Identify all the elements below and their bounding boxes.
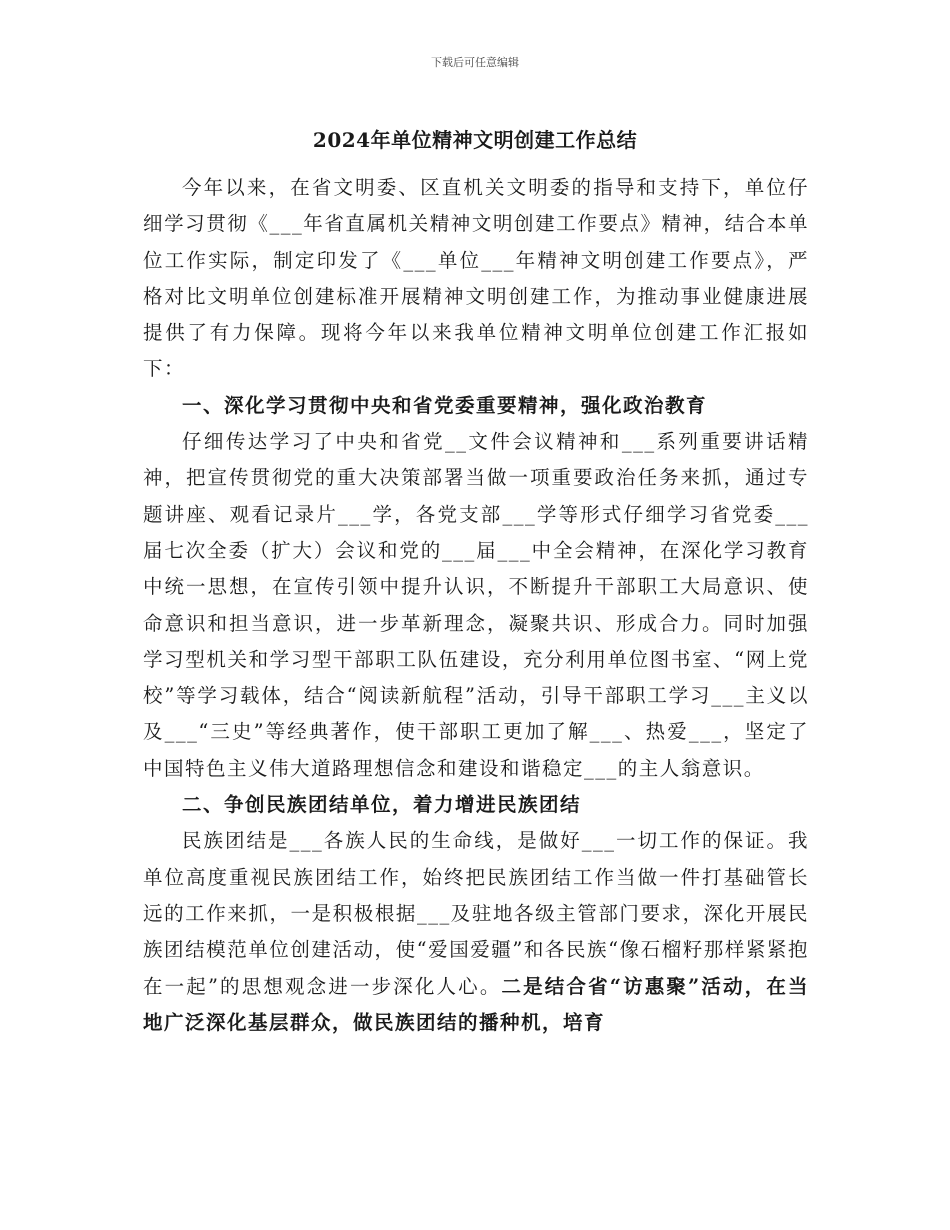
intro-paragraph: 今年以来，在省文明委、区直机关文明委的指导和支持下，单位仔细学习贯彻《___年省直属机关精神文明创建工作要点》精神，结合本单位工作实际，制定印发了《___单位___年精神文明创建工作要点》，严格对比文明单位创建标准开展精神文明创建工作，为推动事业健康进展提供了有力保障。现将今年以来我单位精神文明单位创建工作汇报如下： xyxy=(143,176,809,381)
section-2-paragraph xyxy=(143,823,809,1041)
header-note: 下载后可任意编辑 xyxy=(431,56,519,69)
document-title: 2024年单位精神文明创建工作总结 xyxy=(312,128,638,152)
section-2-heading: 二、争创民族团结单位，着力增进民族团结 xyxy=(182,793,582,817)
section-2-text: 民族团结是___各族人民的生命线，是做好___一切工作的保证。我单位高度重视民族团结工作，始终把民族团结工作当做一件打基础管长远的工作来抓，一是积极根据___及驻地各级主管部门要求，深化开展民族团结模范单位创建活动，使“爱国爱疆”和各民族“像石榴籽那样紧紧抱在一起”的思想观念进一步深化人心。 xyxy=(143,829,809,998)
document-body xyxy=(143,170,809,1041)
section-1-heading: 一、深化学习贯彻中央和省党委重要精神，强化政治教育 xyxy=(182,393,708,417)
section-2-bold-text: 二是结合省“访惠聚”活动，在当地广泛深化基层群众，做民族团结的播种机，培育 xyxy=(143,974,809,1034)
section-1-paragraph: 仔细传达学习了中央和省党__文件会议精神和___系列重要讲话精神，把宣传贯彻党的重大决策部署当做一项重要政治任务来抓，通过专题讲座、观看记录片___学，各党支部___学等形式仔细学习省党委___届七次全委（扩大）会议和党的___届___中全会精神，在深化学习教育中统一思想，在宣传引领中提升认识，不断提升干部职工大局意识、使命意识和担当意识，进一步革新理念，凝聚共识、形成合力。同时加强学习型机关和学习型干部职工队伍建设，充分利用单位图书室、“网上党校”等学习载体，结合“阅读新航程”活动，引导干部职工学习___主义以及___“三史”等经典著作，使干部职工更加了解___、热爱___，坚定了中国特色主义伟大道路理想信念和建设和谐稳定___的主人翁意识。 xyxy=(143,430,809,780)
